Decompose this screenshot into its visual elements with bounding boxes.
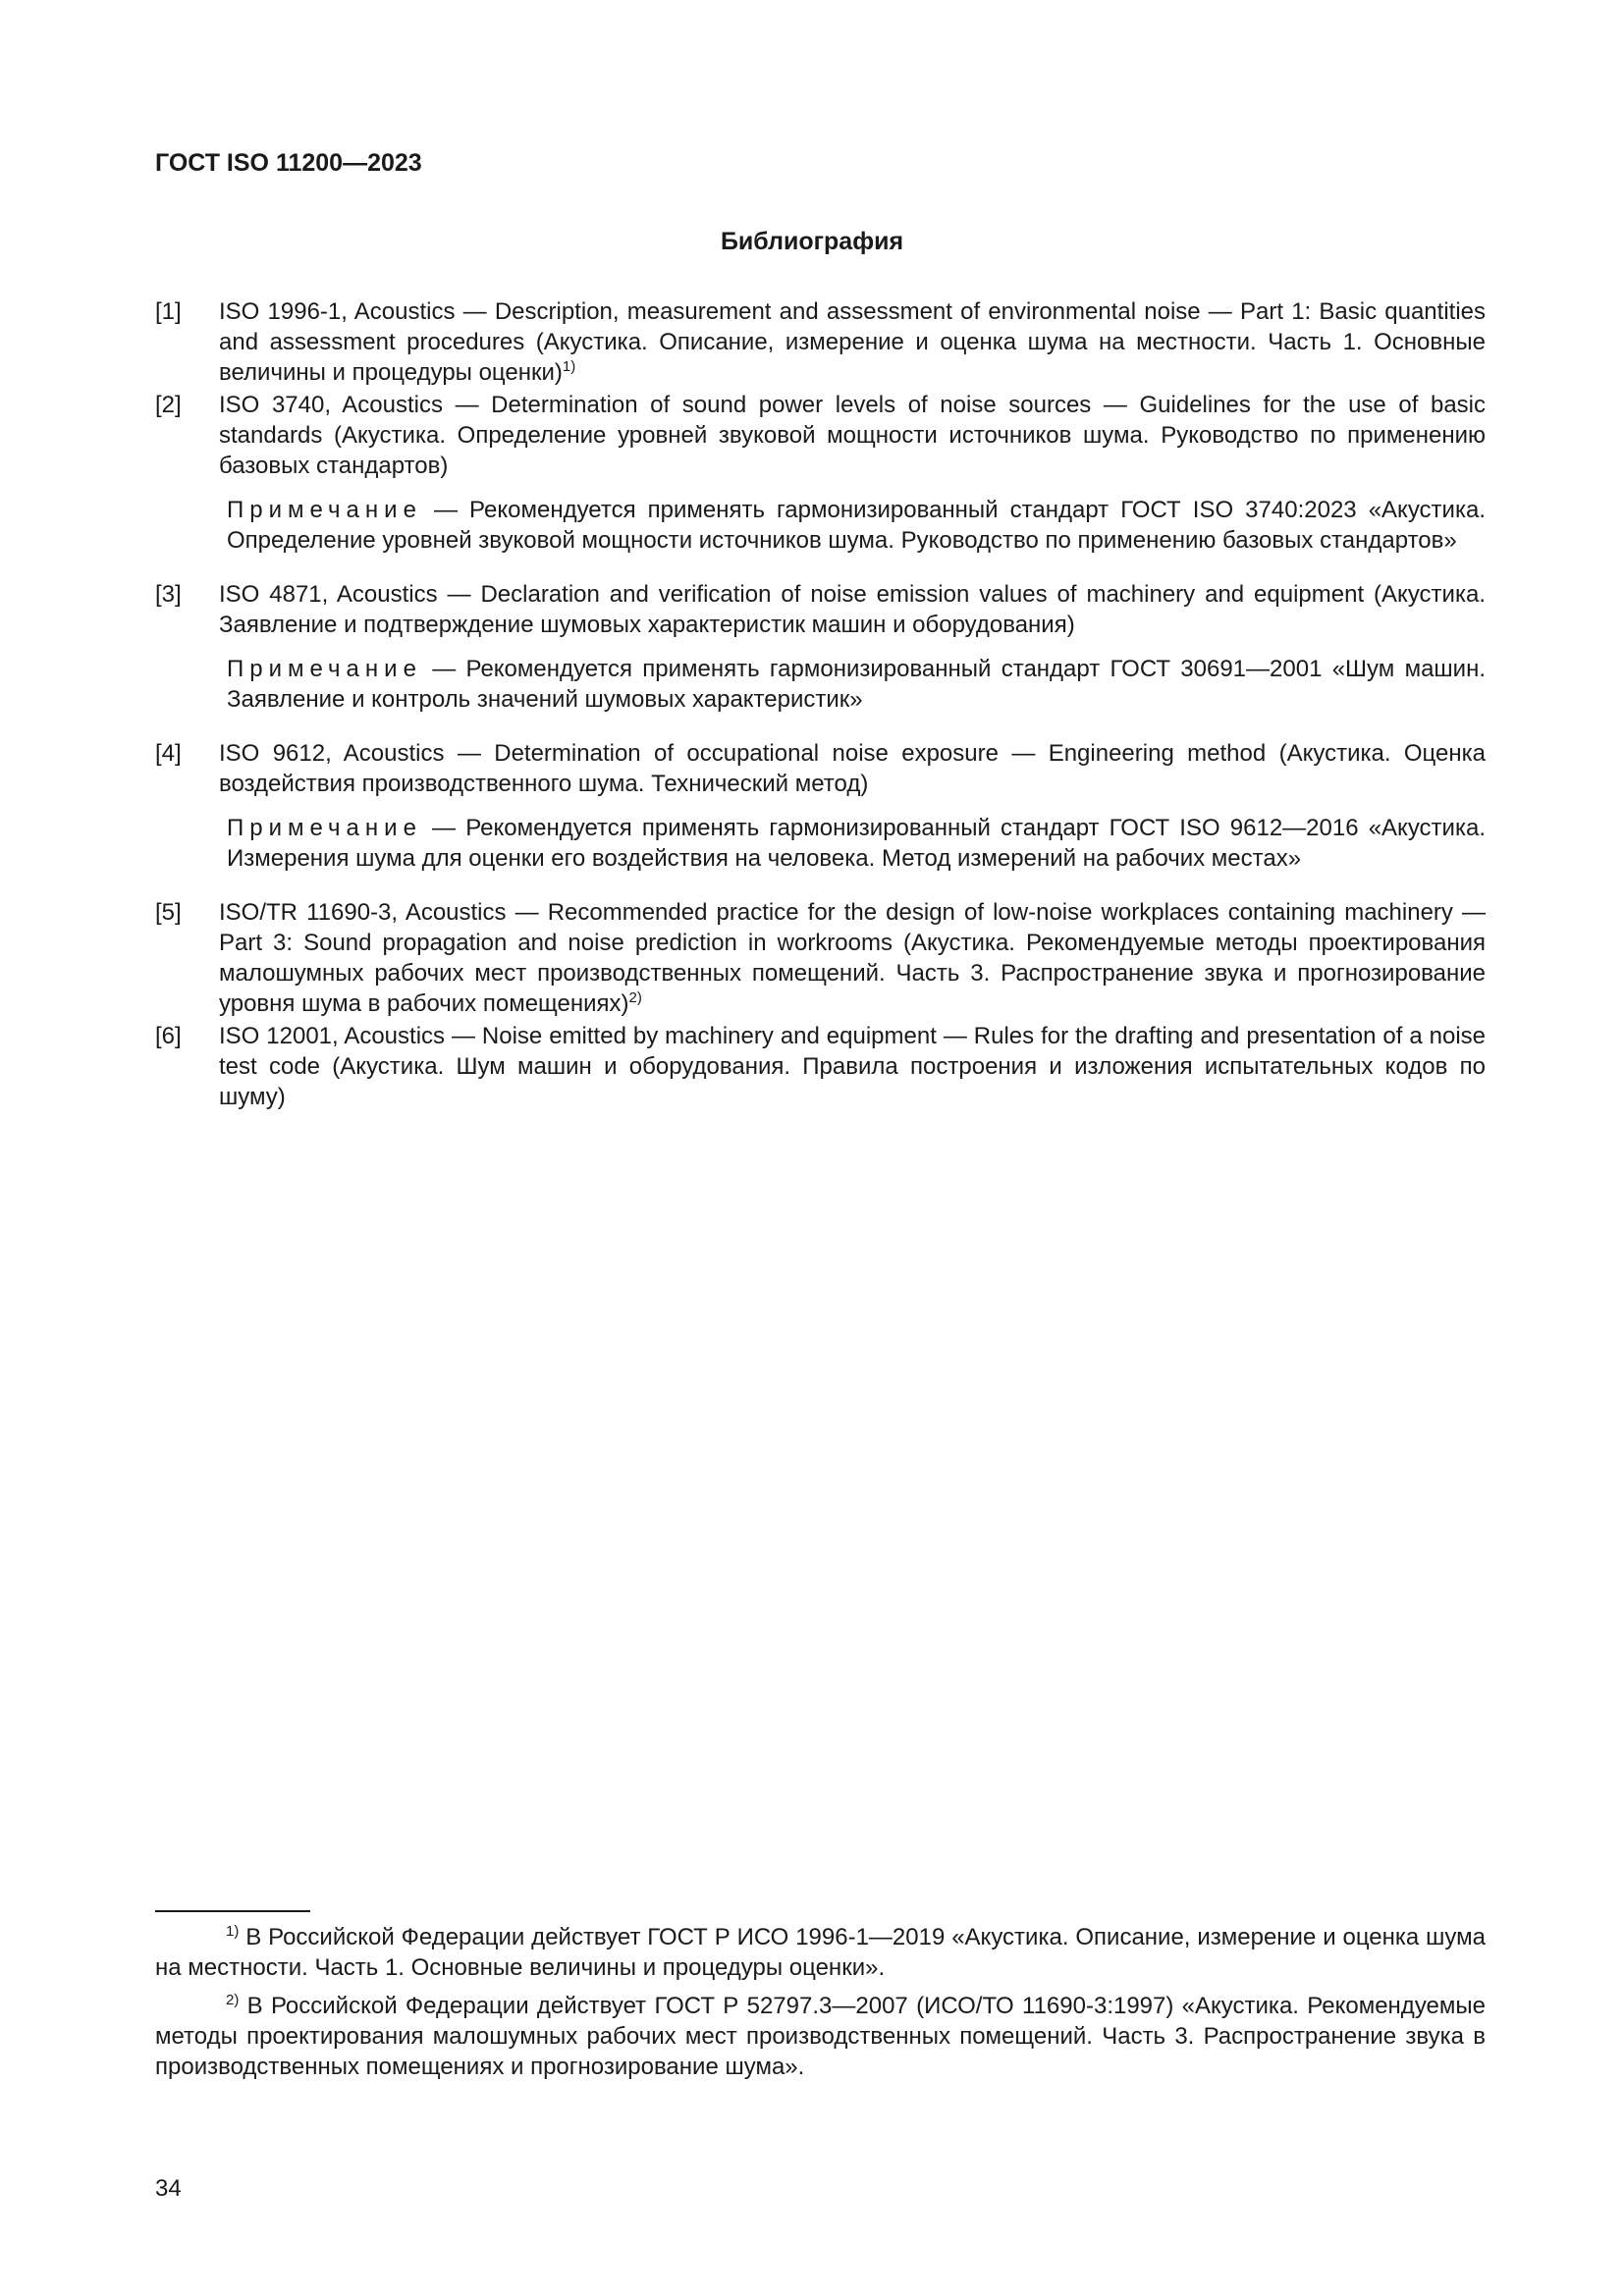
footnote-1 xyxy=(155,1922,1486,1983)
entry-number: [5] xyxy=(155,899,182,926)
bibliography-entry-3 xyxy=(155,579,1486,715)
note-label: Примечание xyxy=(227,497,422,523)
note-text: — Рекомендуется применять гармонизированный стандарт ГОСТ ISO 9612—2016 «Акустика. Измерения шума для оценки его воздействия на человека. Метод измерений на рабочих местах» xyxy=(227,815,1486,872)
note-text: — Рекомендуется применять гармонизированный стандарт ГОСТ ISO 3740:2023 «Акустика. Определение уровней звуковой мощности источников шума. Руководство по применению базовых стандартов» xyxy=(227,497,1486,554)
bibliography-entry-1 xyxy=(155,296,1486,388)
entry-note xyxy=(227,813,1486,874)
footnote-mark: 1) xyxy=(226,1923,240,1940)
entry-text: ISO 9612, Acoustics — Determination of occupational noise exposure — Engineering method (Акустика. Оценка воздействия производственного шума. Технический метод) xyxy=(219,740,1486,797)
entry-text: ISO 1996-1, Acoustics — Description, measurement and assessment of environmental noise — Part 1: Basic quantities and assessment procedures (Акустика. Описание, измерение и оценка шума на местности. Часть 1. Основные величины и процедуры оценки) xyxy=(219,298,1486,386)
entry-note xyxy=(227,654,1486,715)
entry-number: [6] xyxy=(155,1023,182,1049)
document-code: ГОСТ ISO 11200—2023 xyxy=(155,149,422,177)
note-label: Примечание xyxy=(227,656,422,682)
bibliography-entry-4 xyxy=(155,738,1486,874)
footnote-text: В Российской Федерации действует ГОСТ Р 52797.3—2007 (ИСО/ТО 11690-3:1997) «Акустика. Рекомендуемые методы проектирования малошумных рабочих мест производственных помещений. Часть 3. Распространение звука в производственных помещениях и прогнозирование шума». xyxy=(155,1993,1486,2080)
note-label: Примечание xyxy=(227,815,422,841)
footnote-mark: 2) xyxy=(226,1992,240,2008)
bibliography-list xyxy=(155,296,1486,1112)
footnote-ref: 1) xyxy=(562,358,576,375)
footnote-text: В Российской Федерации действует ГОСТ Р ИСО 1996-1—2019 «Акустика. Описание, измерение и оценка шума на местности. Часть 1. Основные величины и процедуры оценки». xyxy=(155,1924,1486,1981)
entry-number: [4] xyxy=(155,740,182,767)
entry-text: ISO 3740, Acoustics — Determination of sound power levels of noise sources — Guidelines for the use of basic standards (Акустика. Определение уровней звуковой мощности источников шума. Руководство по применению базовых стандартов) xyxy=(219,392,1486,479)
note-text: — Рекомендуется применять гармонизированный стандарт ГОСТ 30691—2001 «Шум машин. Заявление и контроль значений шумовых характеристик» xyxy=(227,656,1486,713)
footnotes xyxy=(155,1910,1486,2090)
entry-text: ISO/TR 11690-3, Acoustics — Recommended practice for the design of low-noise workplaces containing machinery — Part 3: Sound propagation and noise prediction in workrooms (Акустика. Рекомендуемые методы проектирования малошумных рабочих мест производственных помещений. Часть 3. Распространение звука и прогнозирование уровня шума в рабочих помещениях) xyxy=(219,899,1486,1017)
footnote-ref: 2) xyxy=(628,989,642,1006)
bibliography-title: Библиография xyxy=(720,228,904,255)
bibliography-entry-5 xyxy=(155,897,1486,1019)
bibliography-entry-2 xyxy=(155,390,1486,556)
entry-note xyxy=(227,495,1486,556)
entry-text: ISO 4871, Acoustics — Declaration and verification of noise emission values of machinery and equipment (Акустика. Заявление и подтверждение шумовых характеристик машин и оборудования) xyxy=(219,581,1486,638)
footnote-divider xyxy=(155,1910,310,1912)
entry-number: [1] xyxy=(155,298,182,325)
page-number: 34 xyxy=(155,2175,182,2202)
bibliography-entry-6 xyxy=(155,1021,1486,1112)
entry-text: ISO 12001, Acoustics — Noise emitted by machinery and equipment — Rules for the drafting and presentation of a noise test code (Акустика. Шум машин и оборудования. Правила построения и изложения испытательных кодов по шуму) xyxy=(219,1023,1486,1110)
entry-number: [3] xyxy=(155,581,182,608)
entry-number: [2] xyxy=(155,392,182,418)
footnote-2 xyxy=(155,1991,1486,2082)
